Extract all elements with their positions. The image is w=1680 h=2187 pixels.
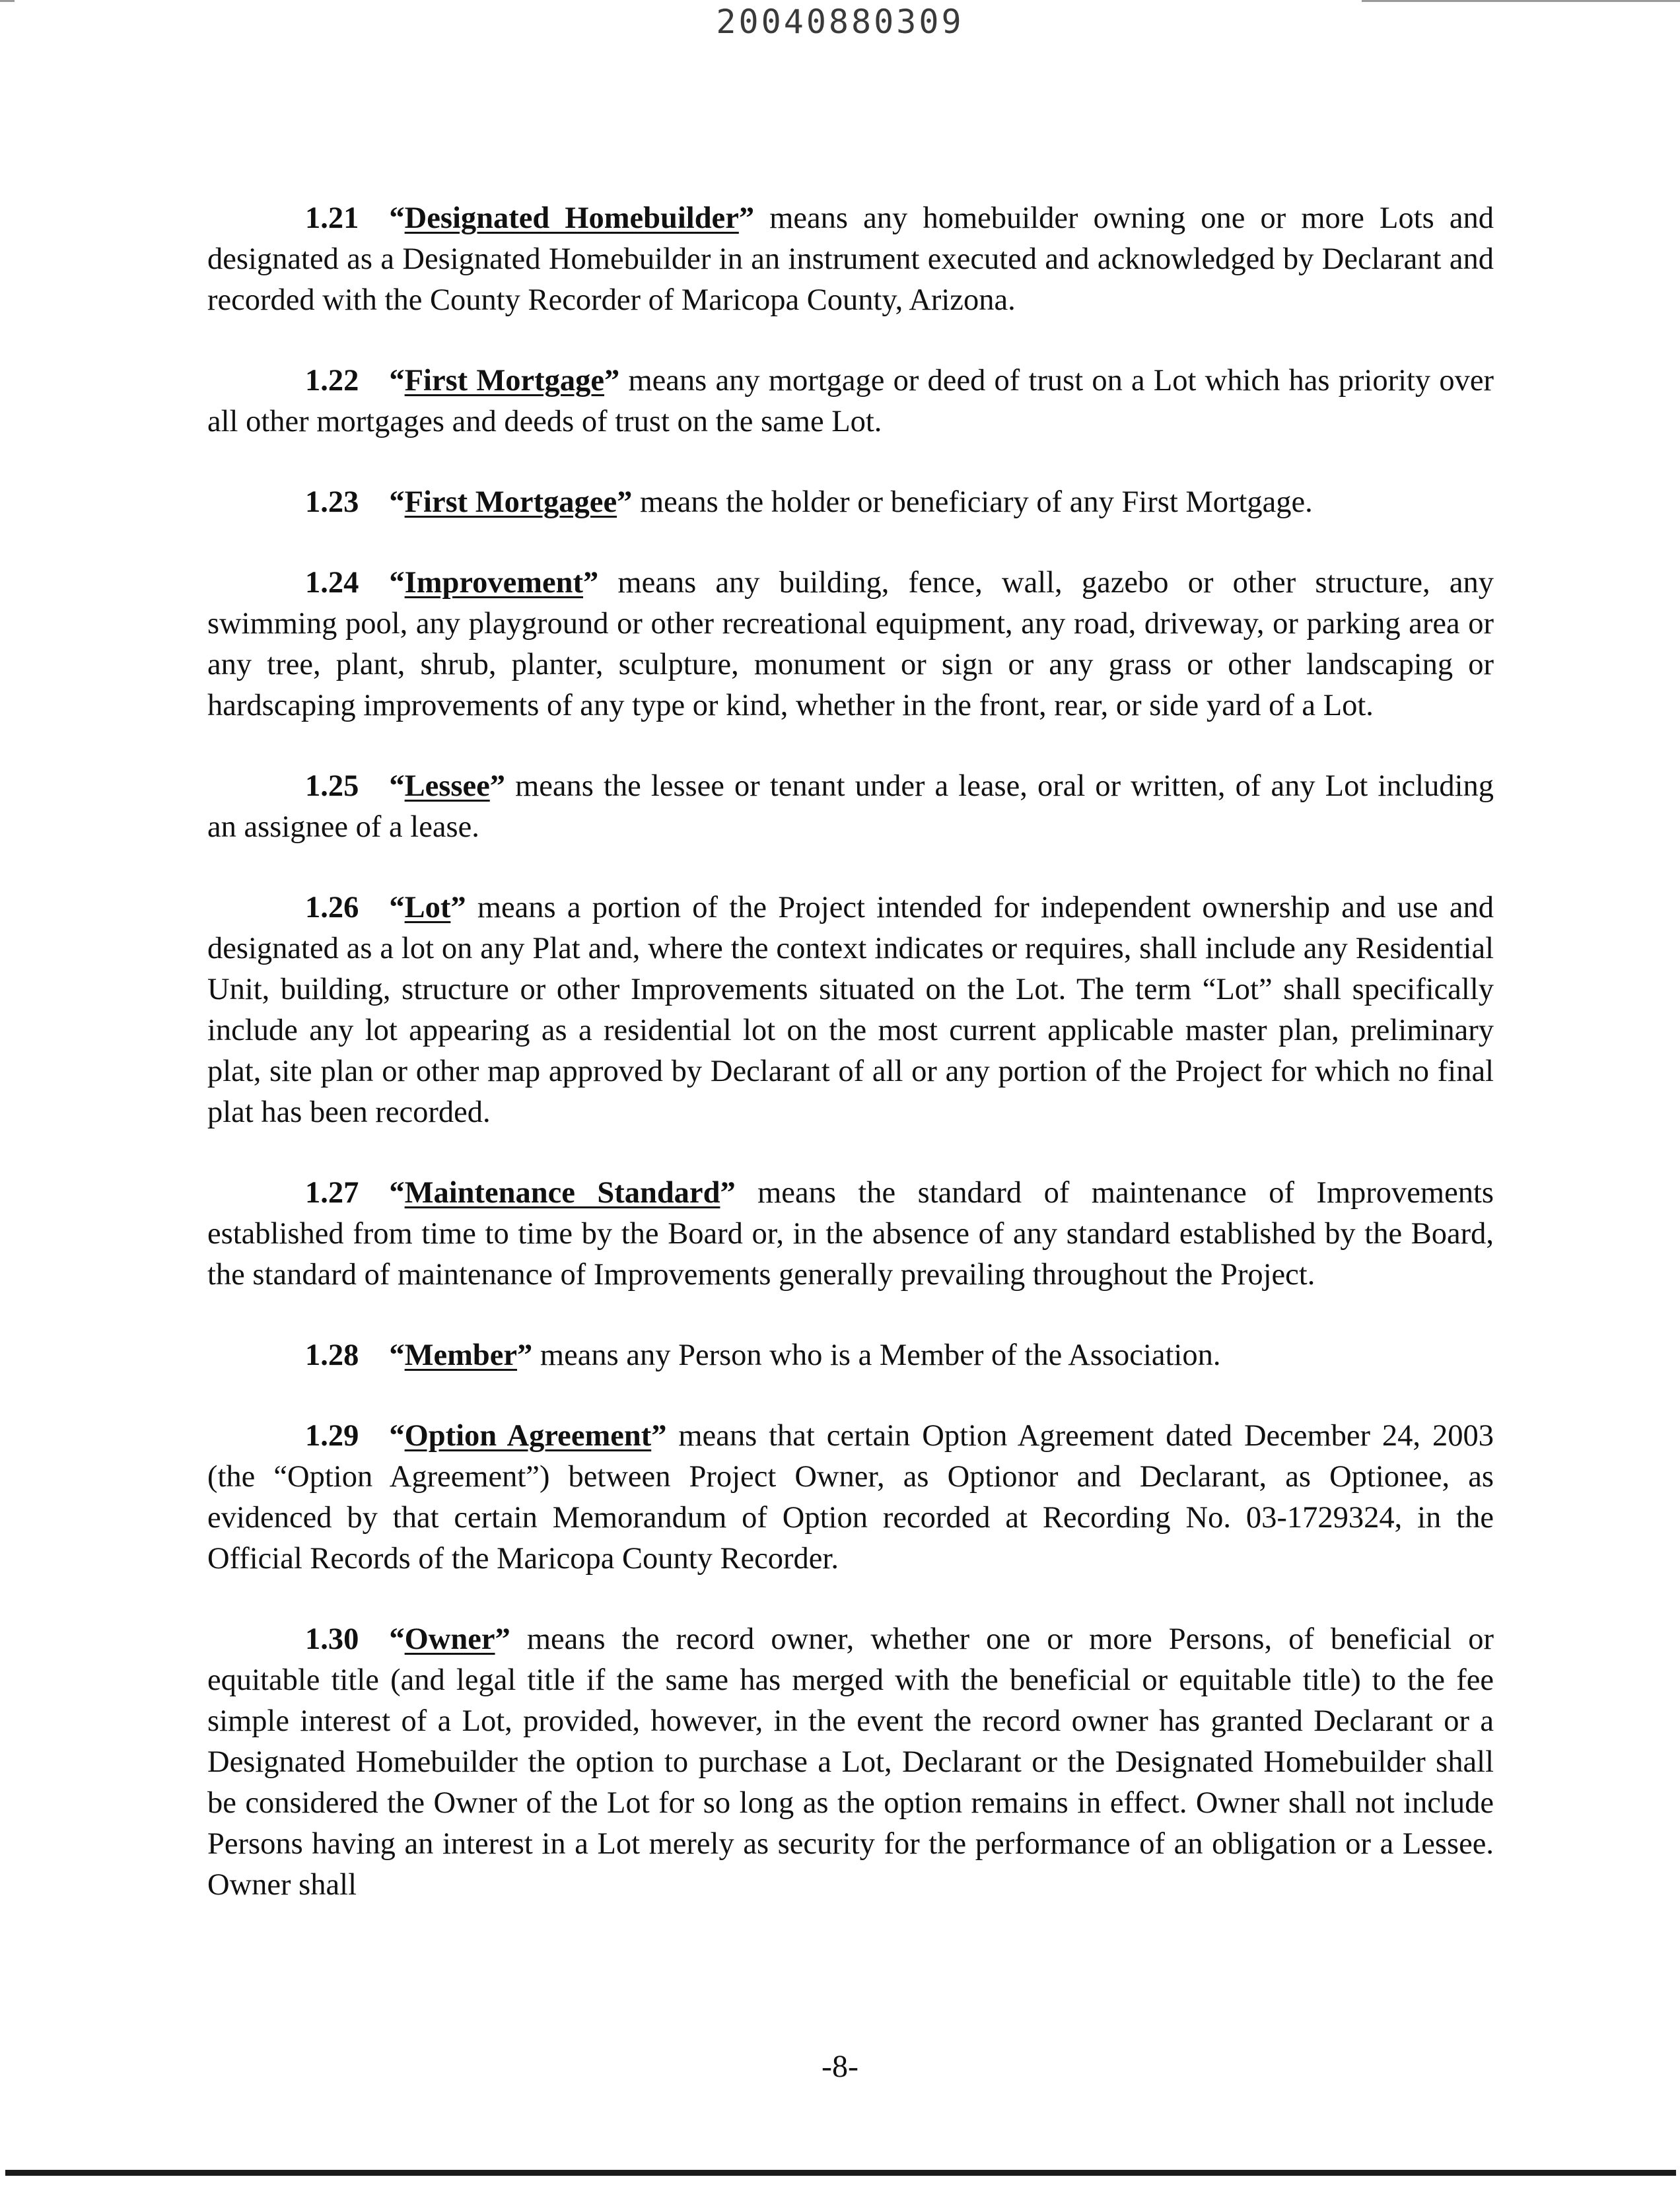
definition-text: means the record owner, whether one or more Persons, of beneficial or equitable title (and legal title if the same has merged with the beneficial or equitable title) to the fee simple interest of a Lot, provided, however, in the event the record owner has granted Declarant or a Designated Homebuilder the option to purchase a Lot, Declarant or the Designated Homebuilder shall be considered the Owner of the Lot for so long as the option remains in effect. Owner shall not include Persons having an interest in a Lot merely as security for the performance of an obligation or a Lessee. Owner shall: [207, 1622, 1494, 1902]
definition-text: means the standard of maintenance of Improvements established from time to time by the Board or, in the absence of any standard established by the Board, the standard of maintenance of Improvements generally prevailing throughout the Project.: [207, 1176, 1494, 1292]
definition-1-22: [207, 361, 1494, 442]
definition-1-28: [207, 1335, 1494, 1376]
section-number: 1.22: [305, 364, 359, 398]
definition-text: means any Person who is a Member of the Association.: [540, 1338, 1221, 1372]
definition-text: means the lessee or tenant under a lease, oral or written, of any Lot including an assignee of a lease.: [207, 769, 1494, 844]
recording-number: 20040880309: [716, 3, 964, 41]
definition-text: means that certain Option Agreement dated December 24, 2003 (the “Option Agreement”) between Project Owner, as Optionor and Declarant, as Optionee, as evidenced by that certain Memorandum of Option recorded at Recording No. 03-1729324, in the Official Records of the Maricopa County Recorder.: [207, 1419, 1494, 1576]
definition-1-21: [207, 198, 1494, 321]
defined-term: “Member”: [389, 1338, 533, 1372]
top-edge-rule-left: [0, 0, 15, 2]
definition-text: means any mortgage or deed of trust on a Lot which has priority over all other mortgages and deeds of trust on the same Lot.: [207, 364, 1494, 438]
defined-term: “Maintenance Standard”: [389, 1176, 736, 1210]
section-number: 1.29: [305, 1419, 359, 1453]
definition-text: means any building, fence, wall, gazebo or other structure, any swimming pool, any playground or other recreational equipment, any road, driveway, or parking area or any tree, plant, shrub, planter, sculpture, monument or sign or any grass or other landscaping or hardscaping improvements of any type or kind, whether in the front, rear, or side yard of a Lot.: [207, 566, 1494, 722]
section-number: 1.23: [305, 485, 359, 519]
definition-1-27: [207, 1173, 1494, 1296]
defined-term: “Improvement”: [389, 566, 599, 600]
bottom-edge-rule: [5, 2170, 1676, 2176]
defined-term: “Option Agreement”: [389, 1419, 667, 1453]
definition-1-25: [207, 766, 1494, 848]
section-number: 1.25: [305, 769, 359, 803]
definition-text: means a portion of the Project intended for independent ownership and use and designated as a lot on any Plat and, where the context indicates or requires, shall include any Residential Unit, building, structure or other Improvements situated on the Lot. The term “Lot” shall specifically include any lot appearing as a residential lot on the most current applicable master plan, preliminary plat, site plan or other map approved by Declarant of all or any portion of the Project for which no final plat has been recorded.: [207, 891, 1494, 1129]
section-number: 1.28: [305, 1338, 359, 1372]
defined-term: “Owner”: [389, 1622, 510, 1656]
definition-text: means any homebuilder owning one or more Lots and designated as a Designated Homebuilder in an instrument executed and acknowledged by Declarant and recorded with the County Recorder of Maricopa County, Arizona.: [207, 201, 1494, 317]
section-number: 1.30: [305, 1622, 359, 1656]
definition-1-30: [207, 1619, 1494, 1906]
document-body: [207, 198, 1494, 1945]
defined-term: “First Mortgage”: [389, 364, 620, 398]
definition-1-24: [207, 563, 1494, 726]
defined-term: “First Mortgagee”: [389, 485, 633, 519]
section-number: 1.27: [305, 1176, 359, 1210]
definition-1-23: [207, 482, 1494, 523]
definition-text: means the holder or beneficiary of any First Mortgage.: [639, 485, 1313, 519]
definition-1-29: [207, 1416, 1494, 1580]
top-edge-rule-right: [1362, 0, 1680, 2]
section-number: 1.21: [305, 201, 359, 235]
page-number: -8-: [822, 2049, 858, 2084]
defined-term: “Designated Homebuilder”: [389, 201, 755, 235]
defined-term: “Lot”: [389, 891, 466, 924]
section-number: 1.24: [305, 566, 359, 600]
defined-term: “Lessee”: [389, 769, 505, 803]
section-number: 1.26: [305, 891, 359, 924]
definition-1-26: [207, 887, 1494, 1133]
